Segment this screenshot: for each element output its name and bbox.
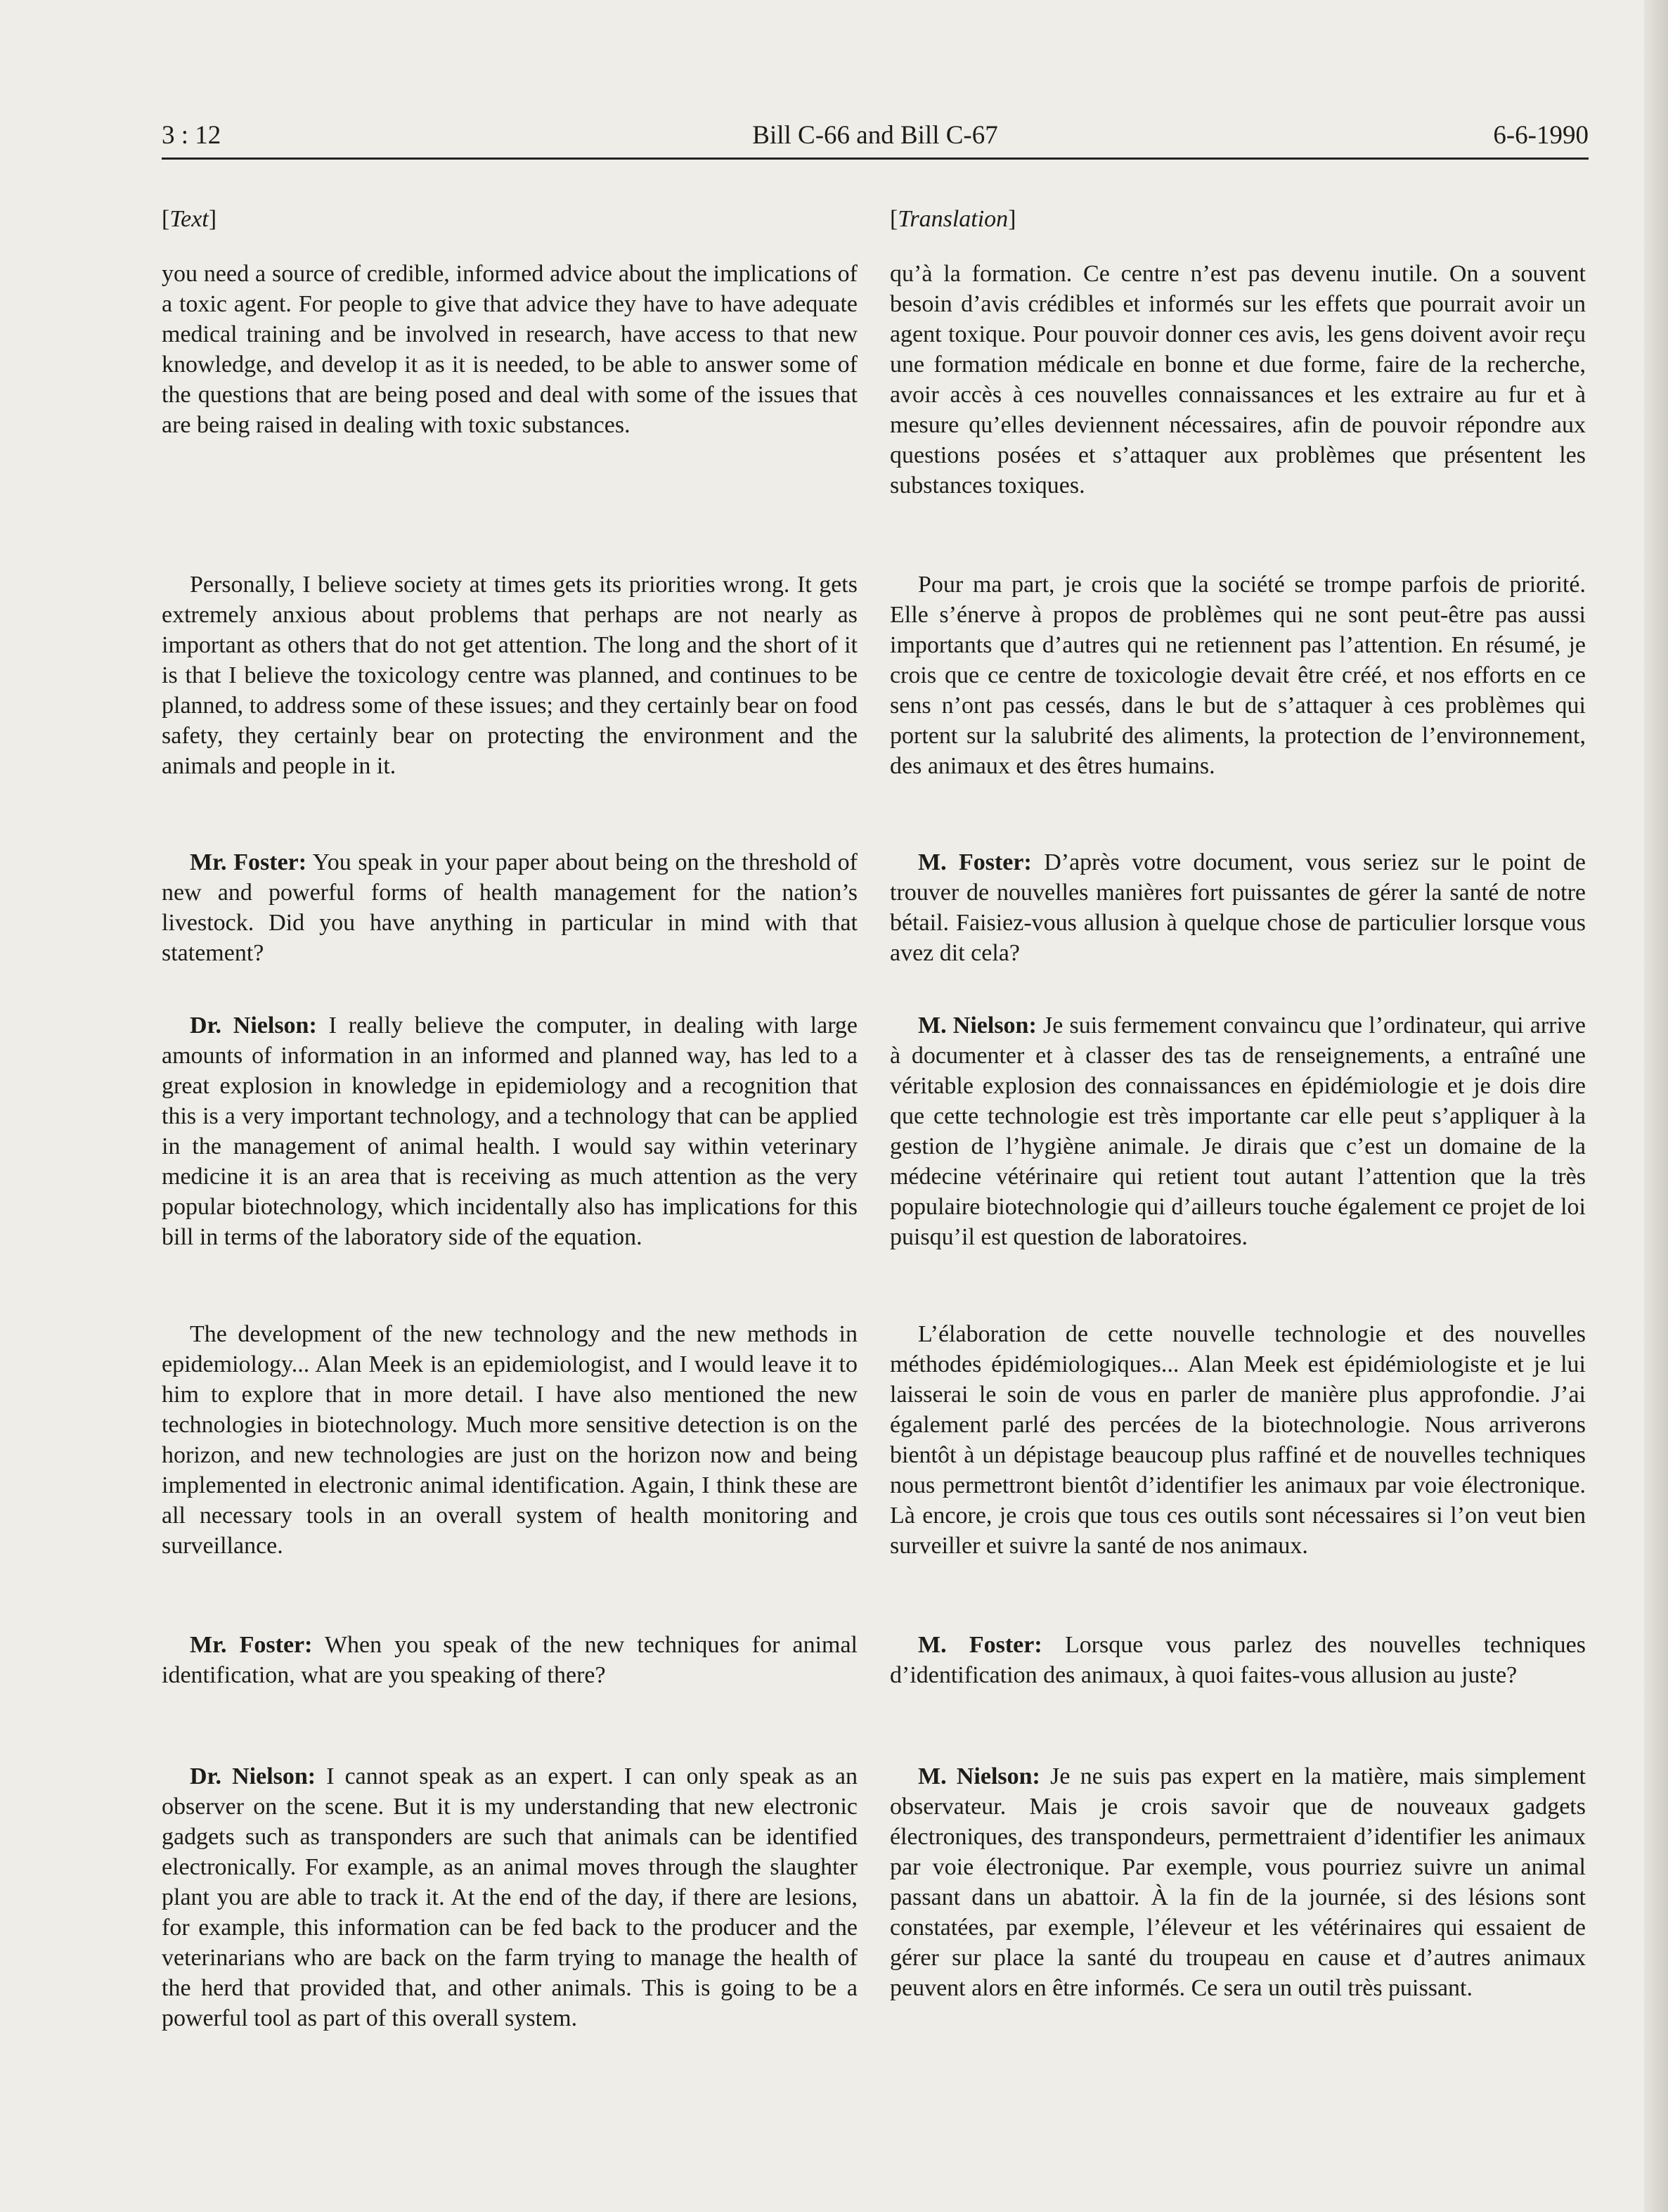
right-paragraph: M. Nielson: Je ne suis pas expert en la matière, mais simplement observateur. Mais je crois savoir que de nouveaux gadgets électroniques, des transpondeurs, permettraient d’identifier les animaux par voie électronique. Par exemple, vous pourriez suivre un animal passant dans un abattoir. À la fin de la journée, si des lésions sont constatées, par exemple, l’éleveur et les vétérinaires qui essaient de gérer sur place la santé du troupeau en cause et d’autres animaux peuvent alors en être informés. Ce sera un outil très puissant. bbox=[890, 1763, 1586, 2001]
left-paragraph: Mr. Foster: You speak in your paper about being on the threshold of new and powerful forms of health management for the nation’s livestock. Did you have anything in particular in mind with that statement? bbox=[162, 849, 858, 966]
left-paragraph: Dr. Nielson: I really believe the computer, in dealing with large amounts of information in an informed and planned way, has led to a great explosion in knowledge in epidemiology and a recognition that this is a very important technology, and a technology that can be applied in the management of animal health. I would say within veterinary medicine it is an area that is receiving as much attention as the very popular biotechnology, which incidentally also has implications for this bill in terms of the laboratory side of the equation. bbox=[162, 1012, 858, 1250]
speaker-name: M. Nielson: bbox=[918, 1012, 1037, 1039]
translation-column-label: [Translation] bbox=[890, 206, 1016, 232]
right-paragraph: qu’à la formation. Ce centre n’est pas devenu inutile. On a souvent besoin d’avis crédibles et informés sur les effets que pourrait avoir un agent toxique. Pour pouvoir donner ces avis, les gens doivent avoir reçu une formation médicale en bonne et due forme, faire de la recherche, avoir accès à ces nouvelles connaissances et les extraire au fur et à mesure qu’elles deviennent nécessaires, afin de pouvoir répondre aux questions posées et s’attaquer aux problèmes que présentent les substances toxiques. bbox=[890, 261, 1586, 499]
speaker-name: M. Foster: bbox=[918, 1632, 1042, 1658]
left-paragraph: Personally, I believe society at times gets its priorities wrong. It gets extremely anxious about problems that perhaps are not nearly as important as others that do not get attention. The long and the short of it is that I believe the toxicology centre was planned, and continues to be planned, to address some of these issues; and they certainly bear on food safety, they certainly bear on protecting the environment and the animals and people in it. bbox=[162, 572, 858, 779]
left-paragraph: you need a source of credible, informed advice about the implications of a toxic agent. For people to give that advice they have to have adequate medical training and be involved in research, have access to that new knowledge, and develop it as it is needed, to be able to answer some of the questions that are being posed and deal with some of the issues that are being raised in dealing with toxic substances. bbox=[162, 261, 858, 438]
text-column-label: [Text] bbox=[162, 206, 217, 232]
right-paragraph: M. Foster: D’après votre document, vous seriez sur le point de trouver de nouvelles manières fort puissantes de gérer la santé de notre bétail. Faisiez-vous allusion à quelque chose de particulier lorsque vous avez dit cela? bbox=[890, 849, 1586, 966]
header-date: 6-6-1990 bbox=[1493, 121, 1589, 150]
document-title: Bill C-66 and Bill C-67 bbox=[752, 121, 998, 150]
speaker-name: M. Foster: bbox=[918, 849, 1032, 875]
speaker-name: M. Nielson: bbox=[918, 1763, 1040, 1789]
right-paragraph: L’élaboration de cette nouvelle technologie et des nouvelles méthodes épidémiologiques... Alan Meek est épidémiologiste et je lui laisserai le soin de vous en parler de manière plus approfondie. J’ai également parlé des percées de la biotechnologie. Nous arriverons bientôt à un dépistage beaucoup plus raffiné et de nouvelles techniques nous permettront bientôt d’identifier les animaux par voie électronique. Là encore, je crois que tous ces outils sont nécessaires si l’on veut bien surveiller et suivre la santé de nos animaux. bbox=[890, 1321, 1586, 1559]
speaker-name: Dr. Nielson: bbox=[190, 1763, 316, 1789]
speaker-name: Mr. Foster: bbox=[190, 1632, 313, 1658]
left-paragraph: Dr. Nielson: I cannot speak as an expert. I can only speak as an observer on the scene. But it is my understanding that new electronic gadgets such as transponders are such that animals can be identified electronically. For example, as an animal moves through the slaughter plant you are able to track it. At the end of the day, if there are lesions, for example, this information can be fed back to the producer and the veterinarians who are back on the farm trying to manage the health of the herd that provided that, and other animals. This is going to be a powerful tool as part of this overall system. bbox=[162, 1763, 858, 2031]
page-reference: 3 : 12 bbox=[162, 121, 221, 150]
left-paragraph: The development of the new technology and the new methods in epidemiology... Alan Meek is an epidemiologist, and I would leave it to him to explore that in more detail. I have also mentioned the new technologies in biotechnology. Much more sensitive detection is on the horizon, and new technologies are just on the horizon now and being implemented in electronic animal identification. Again, I think these are all necessary tools in an overall system of health monitoring and surveillance. bbox=[162, 1321, 858, 1559]
speaker-name: Mr. Foster: bbox=[190, 849, 307, 875]
page-spine-shadow bbox=[1644, 0, 1668, 2212]
right-paragraph: M. Nielson: Je suis fermement convaincu que l’ordinateur, qui arrive à documenter et à classer des tas de renseignements, a entraîné une véritable explosion des connaissances en épidémiologie et je dois dire que cette technologie est très importante car elle peut s’appliquer à la gestion de l’hygiène animale. Je dirais que c’est un domaine de la médecine vétérinaire qui retient tout autant l’attention que la très populaire biotechnologie qui d’ailleurs touche également ce projet de loi puisqu’il est question de laboratoires. bbox=[890, 1012, 1586, 1250]
left-paragraph: Mr. Foster: When you speak of the new techniques for animal identification, what are you speaking of there? bbox=[162, 1632, 858, 1688]
right-paragraph: Pour ma part, je crois que la société se trompe parfois de priorité. Elle s’énerve à propos de problèmes qui ne sont peut-être pas aussi importants que d’autres qui ne retiennent pas l’attention. En résumé, je crois que ce centre de toxicologie devait être créé, et nos efforts en ce sens n’ont pas cessés, dans le but de s’attaquer à ces problèmes qui portent sur la salubrité des aliments, la protection de l’environnement, des animaux et des êtres humains. bbox=[890, 572, 1586, 779]
running-header bbox=[162, 120, 1589, 160]
right-paragraph: M. Foster: Lorsque vous parlez des nouvelles techniques d’identification des animaux, à quoi faites-vous allusion au juste? bbox=[890, 1632, 1586, 1688]
speaker-name: Dr. Nielson: bbox=[190, 1012, 317, 1039]
